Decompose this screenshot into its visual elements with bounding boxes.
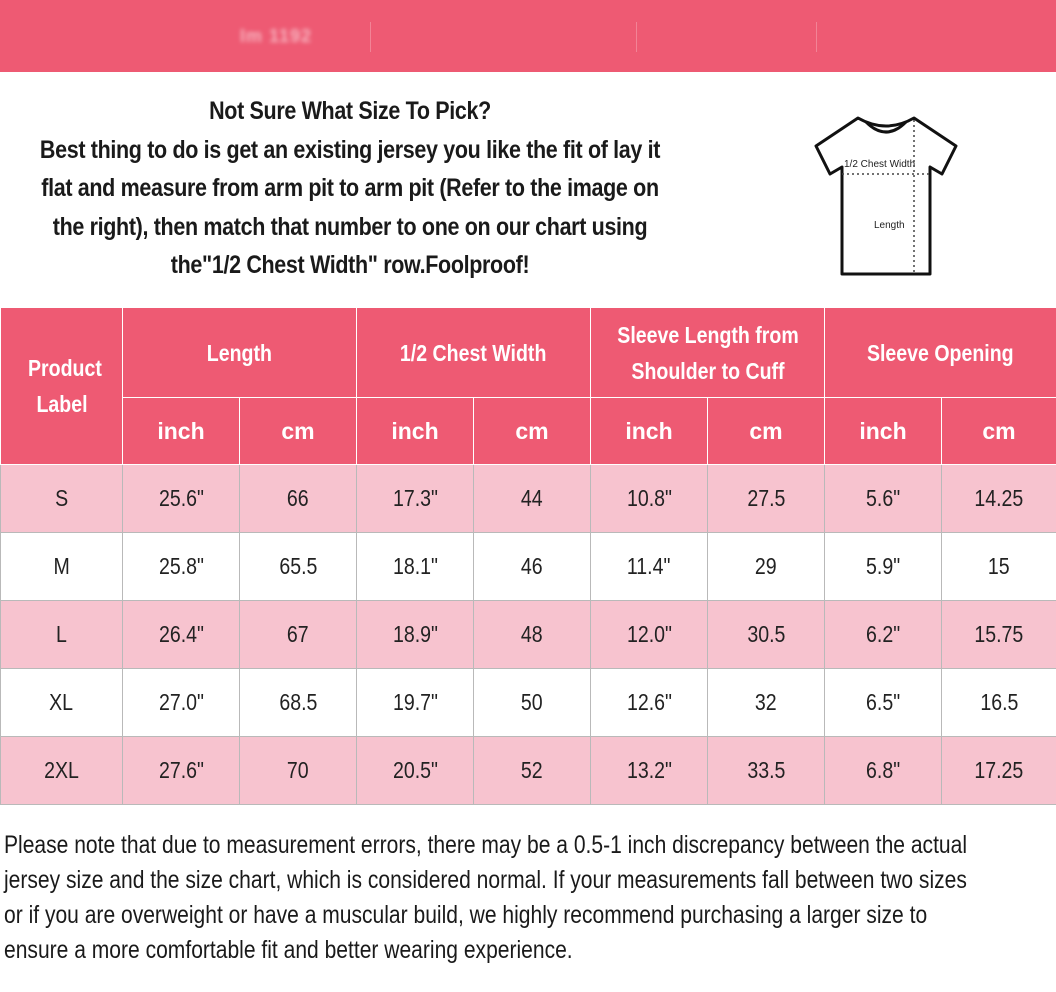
size-advice-heading: Not Sure What Size To Pick? bbox=[209, 97, 491, 125]
tshirt-measurement-icon bbox=[806, 112, 966, 282]
table-cell: 29 bbox=[708, 533, 825, 601]
table-cell: 6.2" bbox=[825, 601, 942, 669]
unit-header: inch bbox=[825, 398, 942, 465]
banner-divider bbox=[636, 22, 637, 52]
unit-header: inch bbox=[357, 398, 474, 465]
table-cell: 32 bbox=[708, 669, 825, 737]
length-header: Length bbox=[123, 308, 357, 398]
table-row bbox=[1, 669, 1056, 737]
table-cell: 50 bbox=[474, 669, 591, 737]
table-cell: 18.9" bbox=[357, 601, 474, 669]
table-cell: 26.4" bbox=[123, 601, 240, 669]
table-cell: 6.5" bbox=[825, 669, 942, 737]
table-cell: 18.1" bbox=[357, 533, 474, 601]
size-chart-table bbox=[0, 307, 1056, 805]
disclaimer-line: or if you are overweight or have a muscular build, we highly recommend purchasing a larger size to bbox=[4, 901, 928, 929]
disclaimer-line: Please note that due to measurement errors, there may be a 0.5-1 inch discrepancy between the actual bbox=[4, 831, 968, 859]
table-cell: 14.25 bbox=[942, 465, 1056, 533]
disclaimer-line: jersey size and the size chart, which is considered normal. If your measurements fall between two sizes bbox=[4, 866, 967, 894]
unit-header: cm bbox=[474, 398, 591, 465]
unit-header: cm bbox=[942, 398, 1056, 465]
table-row bbox=[1, 601, 1056, 669]
disclaimer-line: ensure a more comfortable fit and better wearing experience. bbox=[4, 936, 573, 964]
size-advice-line: the right), then match that number to one on our chart using bbox=[52, 212, 648, 241]
table-cell: 10.8" bbox=[591, 465, 708, 533]
sleeve-length-header: Sleeve Length from Shoulder to Cuff bbox=[591, 308, 825, 398]
table-cell: 20.5" bbox=[357, 737, 474, 805]
banner-text: Im 1192 bbox=[240, 26, 313, 46]
size-label: L bbox=[1, 601, 123, 669]
size-label: M bbox=[1, 533, 123, 601]
unit-header: inch bbox=[591, 398, 708, 465]
product-label-header: Product Label bbox=[1, 308, 123, 465]
table-cell: 17.25 bbox=[942, 737, 1056, 805]
chest-width-label: 1/2 Chest Width bbox=[844, 159, 916, 170]
table-cell: 19.7" bbox=[357, 669, 474, 737]
measurement-disclaimer bbox=[4, 828, 1031, 968]
size-label: XL bbox=[1, 669, 123, 737]
unit-header: cm bbox=[708, 398, 825, 465]
table-cell: 13.2" bbox=[591, 737, 708, 805]
table-cell: 67 bbox=[240, 601, 357, 669]
table-cell: 65.5 bbox=[240, 533, 357, 601]
sleeve-opening-header: Sleeve Opening bbox=[825, 308, 1056, 398]
table-cell: 66 bbox=[240, 465, 357, 533]
table-cell: 52 bbox=[474, 737, 591, 805]
table-cell: 12.0" bbox=[591, 601, 708, 669]
table-cell: 16.5 bbox=[942, 669, 1056, 737]
size-advice-line: Best thing to do is get an existing jersey you like the fit of lay it bbox=[39, 135, 661, 164]
banner-divider bbox=[816, 22, 817, 52]
length-label: Length bbox=[874, 220, 905, 231]
table-cell: 25.8" bbox=[123, 533, 240, 601]
table-cell: 27.6" bbox=[123, 737, 240, 805]
table-cell: 30.5 bbox=[708, 601, 825, 669]
table-cell: 11.4" bbox=[591, 533, 708, 601]
table-row bbox=[1, 533, 1056, 601]
table-cell: 27.0" bbox=[123, 669, 240, 737]
table-cell: 15 bbox=[942, 533, 1056, 601]
table-cell: 5.9" bbox=[825, 533, 942, 601]
unit-header: inch bbox=[123, 398, 240, 465]
banner-divider bbox=[370, 22, 371, 52]
table-cell: 6.8" bbox=[825, 737, 942, 805]
table-row bbox=[1, 465, 1056, 533]
table-cell: 15.75 bbox=[942, 601, 1056, 669]
table-cell: 44 bbox=[474, 465, 591, 533]
table-cell: 48 bbox=[474, 601, 591, 669]
table-cell: 46 bbox=[474, 533, 591, 601]
chest-width-header: 1/2 Chest Width bbox=[357, 308, 591, 398]
table-cell: 17.3" bbox=[357, 465, 474, 533]
top-banner bbox=[0, 0, 1056, 72]
table-cell: 25.6" bbox=[123, 465, 240, 533]
size-label: 2XL bbox=[1, 737, 123, 805]
table-cell: 5.6" bbox=[825, 465, 942, 533]
table-cell: 12.6" bbox=[591, 669, 708, 737]
table-cell: 33.5 bbox=[708, 737, 825, 805]
size-label: S bbox=[1, 465, 123, 533]
table-cell: 27.5 bbox=[708, 465, 825, 533]
size-advice-line: flat and measure from arm pit to arm pit (Refer to the image on bbox=[41, 174, 659, 202]
size-advice-line: the"1/2 Chest Width" row.Foolproof! bbox=[170, 251, 530, 279]
size-advice bbox=[0, 92, 700, 285]
table-cell: 70 bbox=[240, 737, 357, 805]
table-row bbox=[1, 737, 1056, 805]
unit-header: cm bbox=[240, 398, 357, 465]
table-cell: 68.5 bbox=[240, 669, 357, 737]
